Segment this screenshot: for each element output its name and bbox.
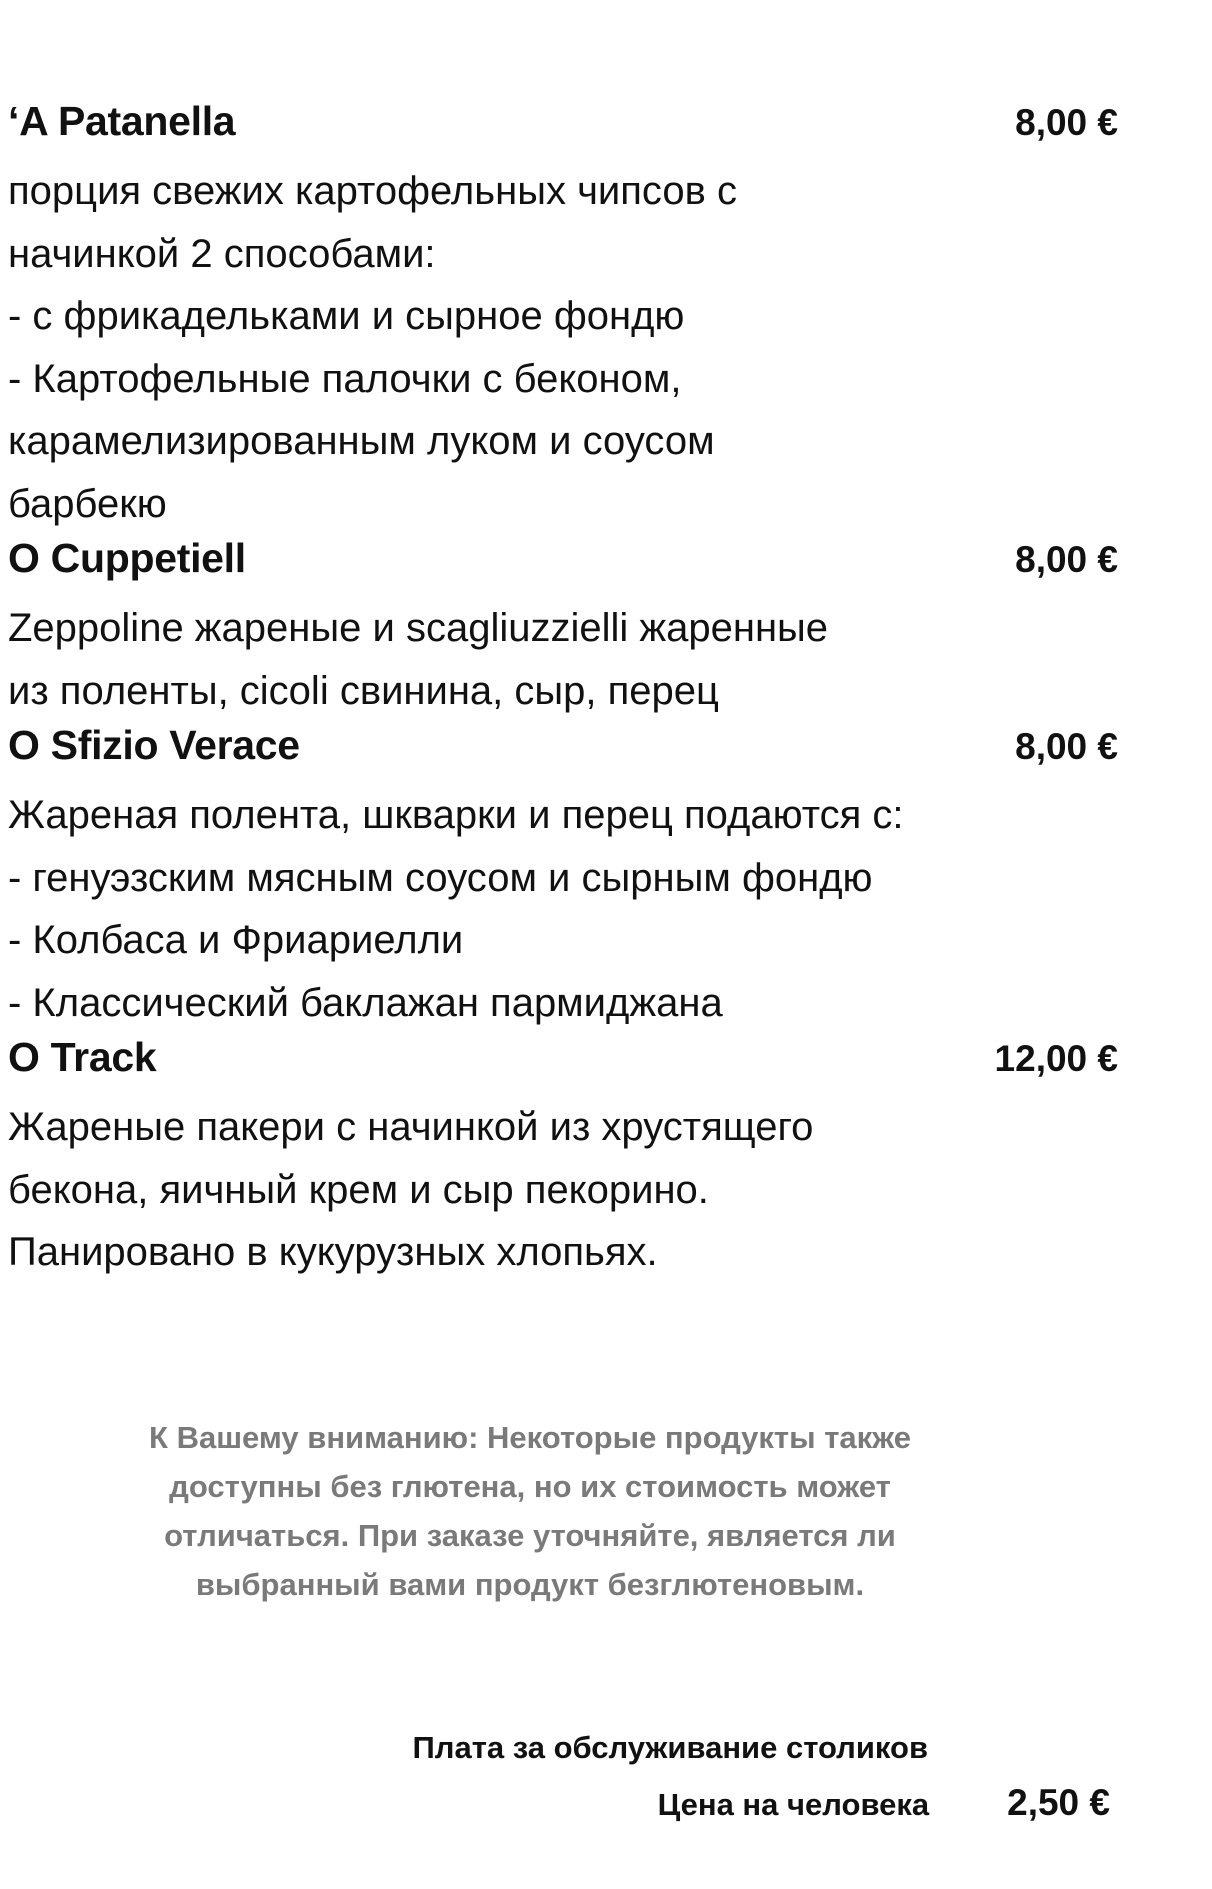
description-line: барбекю <box>8 481 167 526</box>
menu-item-description <box>8 1096 1118 1284</box>
menu-item-name: O Sfizio Verace <box>8 722 300 768</box>
description-line: порция свежих картофельных чипсов с <box>8 169 737 213</box>
menu-item-description <box>8 160 1118 535</box>
description-line: Жареные пакери с начинкой из хрустящего <box>8 1105 814 1149</box>
menu-item-description <box>8 784 1118 1034</box>
menu-item-header <box>8 535 1118 597</box>
description-line: Панировано в кукурузных хлопьях. <box>8 1230 658 1274</box>
notice-line: доступны без глютена, но их стоимость может <box>169 1469 891 1504</box>
service-charge-price: 2,50 € <box>1007 1782 1110 1823</box>
menu-item <box>8 535 1118 722</box>
gluten-notice <box>0 1413 1060 1609</box>
description-line: - Колбаса и Фриариелли <box>8 918 464 962</box>
notice-line: выбранный вами продукт безглютеновым. <box>195 1567 865 1602</box>
menu-item-price: 12,00 € <box>994 1038 1118 1079</box>
menu-item-price: 8,00 € <box>1015 539 1118 580</box>
notice-line: отличаться. При заказе уточняйте, является ли <box>164 1518 896 1553</box>
description-line: бекона, яичный крем и сыр пекорино. <box>8 1167 709 1212</box>
description-line: - с фрикадельками и сырное фондю <box>8 294 685 338</box>
menu-list <box>8 98 1118 1284</box>
service-price-row <box>0 1782 1110 1834</box>
service-title-row <box>0 1730 1110 1782</box>
menu-item-price: 8,00 € <box>1015 102 1118 143</box>
description-line: из поленты, cicoli свинина, сыр, перец <box>8 668 719 713</box>
menu-item <box>8 1034 1118 1284</box>
menu-item-name: O Track <box>8 1034 157 1080</box>
description-line: - генуэзским мясным соусом и сырным фондю <box>8 855 873 900</box>
menu-item-header <box>8 1034 1118 1096</box>
menu-item-name: O Cuppetiell <box>8 535 246 581</box>
menu-item-description <box>8 597 1118 722</box>
menu-item-price: 8,00 € <box>1015 726 1118 767</box>
description-line: - Картофельные палочки с беконом, <box>8 356 682 401</box>
menu-item <box>8 98 1118 535</box>
description-line: начинкой 2 способами: <box>8 231 436 276</box>
description-line: Жареная полента, шкварки и перец подаются с: <box>8 793 904 837</box>
description-line: Zeppoline жареные и scagliuzzielli жаренные <box>8 606 829 650</box>
description-line: - Классический баклажан пармиджана <box>8 980 723 1025</box>
service-charge <box>0 1730 1110 1834</box>
notice-line: К Вашему вниманию: Некоторые продукты также <box>149 1420 911 1455</box>
menu-item-header <box>8 98 1118 160</box>
menu-item <box>8 722 1118 1034</box>
service-charge-title: Плата за обслуживание столиков <box>412 1730 928 1765</box>
menu-item-name: ‘A Patanella <box>8 98 236 144</box>
menu-item-header <box>8 722 1118 784</box>
service-charge-label: Цена на человека <box>657 1787 930 1822</box>
description-line: карамелизированным луком и соусом <box>8 419 715 463</box>
